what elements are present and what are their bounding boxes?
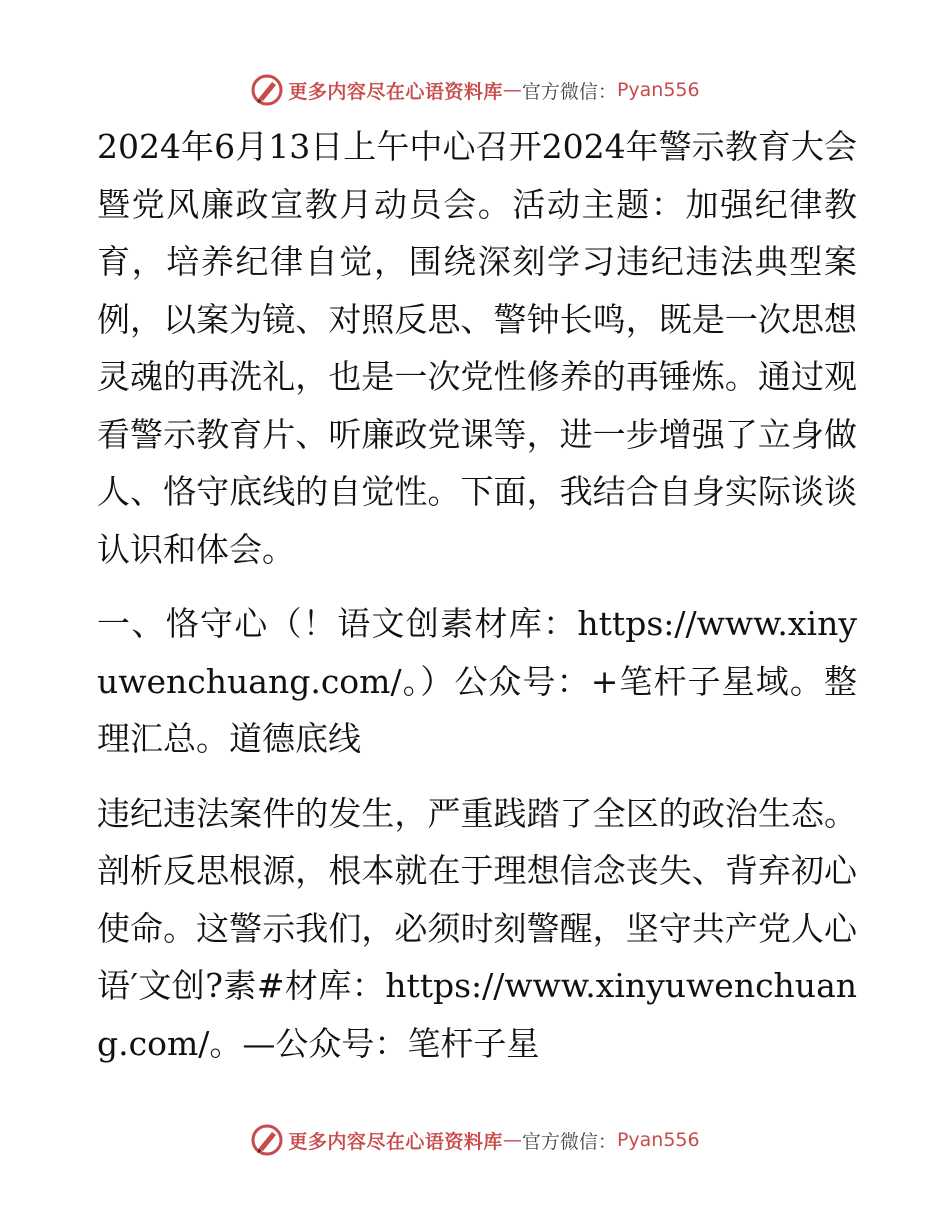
footer-watermark — [0, 1120, 950, 1160]
watermark-wechat-id: Pyan556 — [616, 1129, 700, 1151]
watermark-main-text: 更多内容尽在心语资料库 — [288, 1130, 503, 1153]
watermark-main-text: 更多内容尽在心语资料库 — [288, 80, 503, 103]
document-body — [97, 118, 857, 1072]
paragraph-intro: 2024年6月13日上午中心召开2024年警示教育大会暨党风廉政宣教月动员会。活动主题：加强纪律教育，培养纪律自觉，围绕深刻学习违纪违法典型案例，以案为镜、对照反思、警钟长鸣，既是一次思想灵魂的再洗礼，也是一次党性修养的再锤炼。通过观看警示教育片、听廉政党课等，进一步增强了立身做人、恪守底线的自觉性。下面，我结合自身实际谈谈认识和体会。 — [97, 127, 857, 569]
watermark-dash: — — [502, 79, 522, 101]
watermark-official-label: 官方微信： — [521, 80, 617, 103]
header-watermark — [0, 70, 950, 110]
pen-circle-logo-icon — [250, 73, 284, 107]
watermark-official-label: 官方微信： — [521, 1130, 617, 1153]
paragraph-reflection: 违纪违法案件的发生，严重践踏了全区的政治生态。剖析反思根源，根本就在于理想信念丧失、背弃初心使命。这警示我们，必须时刻警醒，坚守共产党人心语′文创?素#材库：https://www.xinyuwenchuang.com/。—公众号：笔杆子星 — [97, 793, 857, 1063]
paragraph-heading-one: 一、恪守心（！语文创素材库：https://www.xinyuwenchuang.com/。）公众号：+笔杆子星域。整理汇总。道德底线 — [97, 604, 857, 758]
pen-circle-logo-icon — [250, 1123, 284, 1157]
watermark-wechat-id: Pyan556 — [616, 79, 700, 101]
watermark-dash: — — [502, 1129, 522, 1151]
